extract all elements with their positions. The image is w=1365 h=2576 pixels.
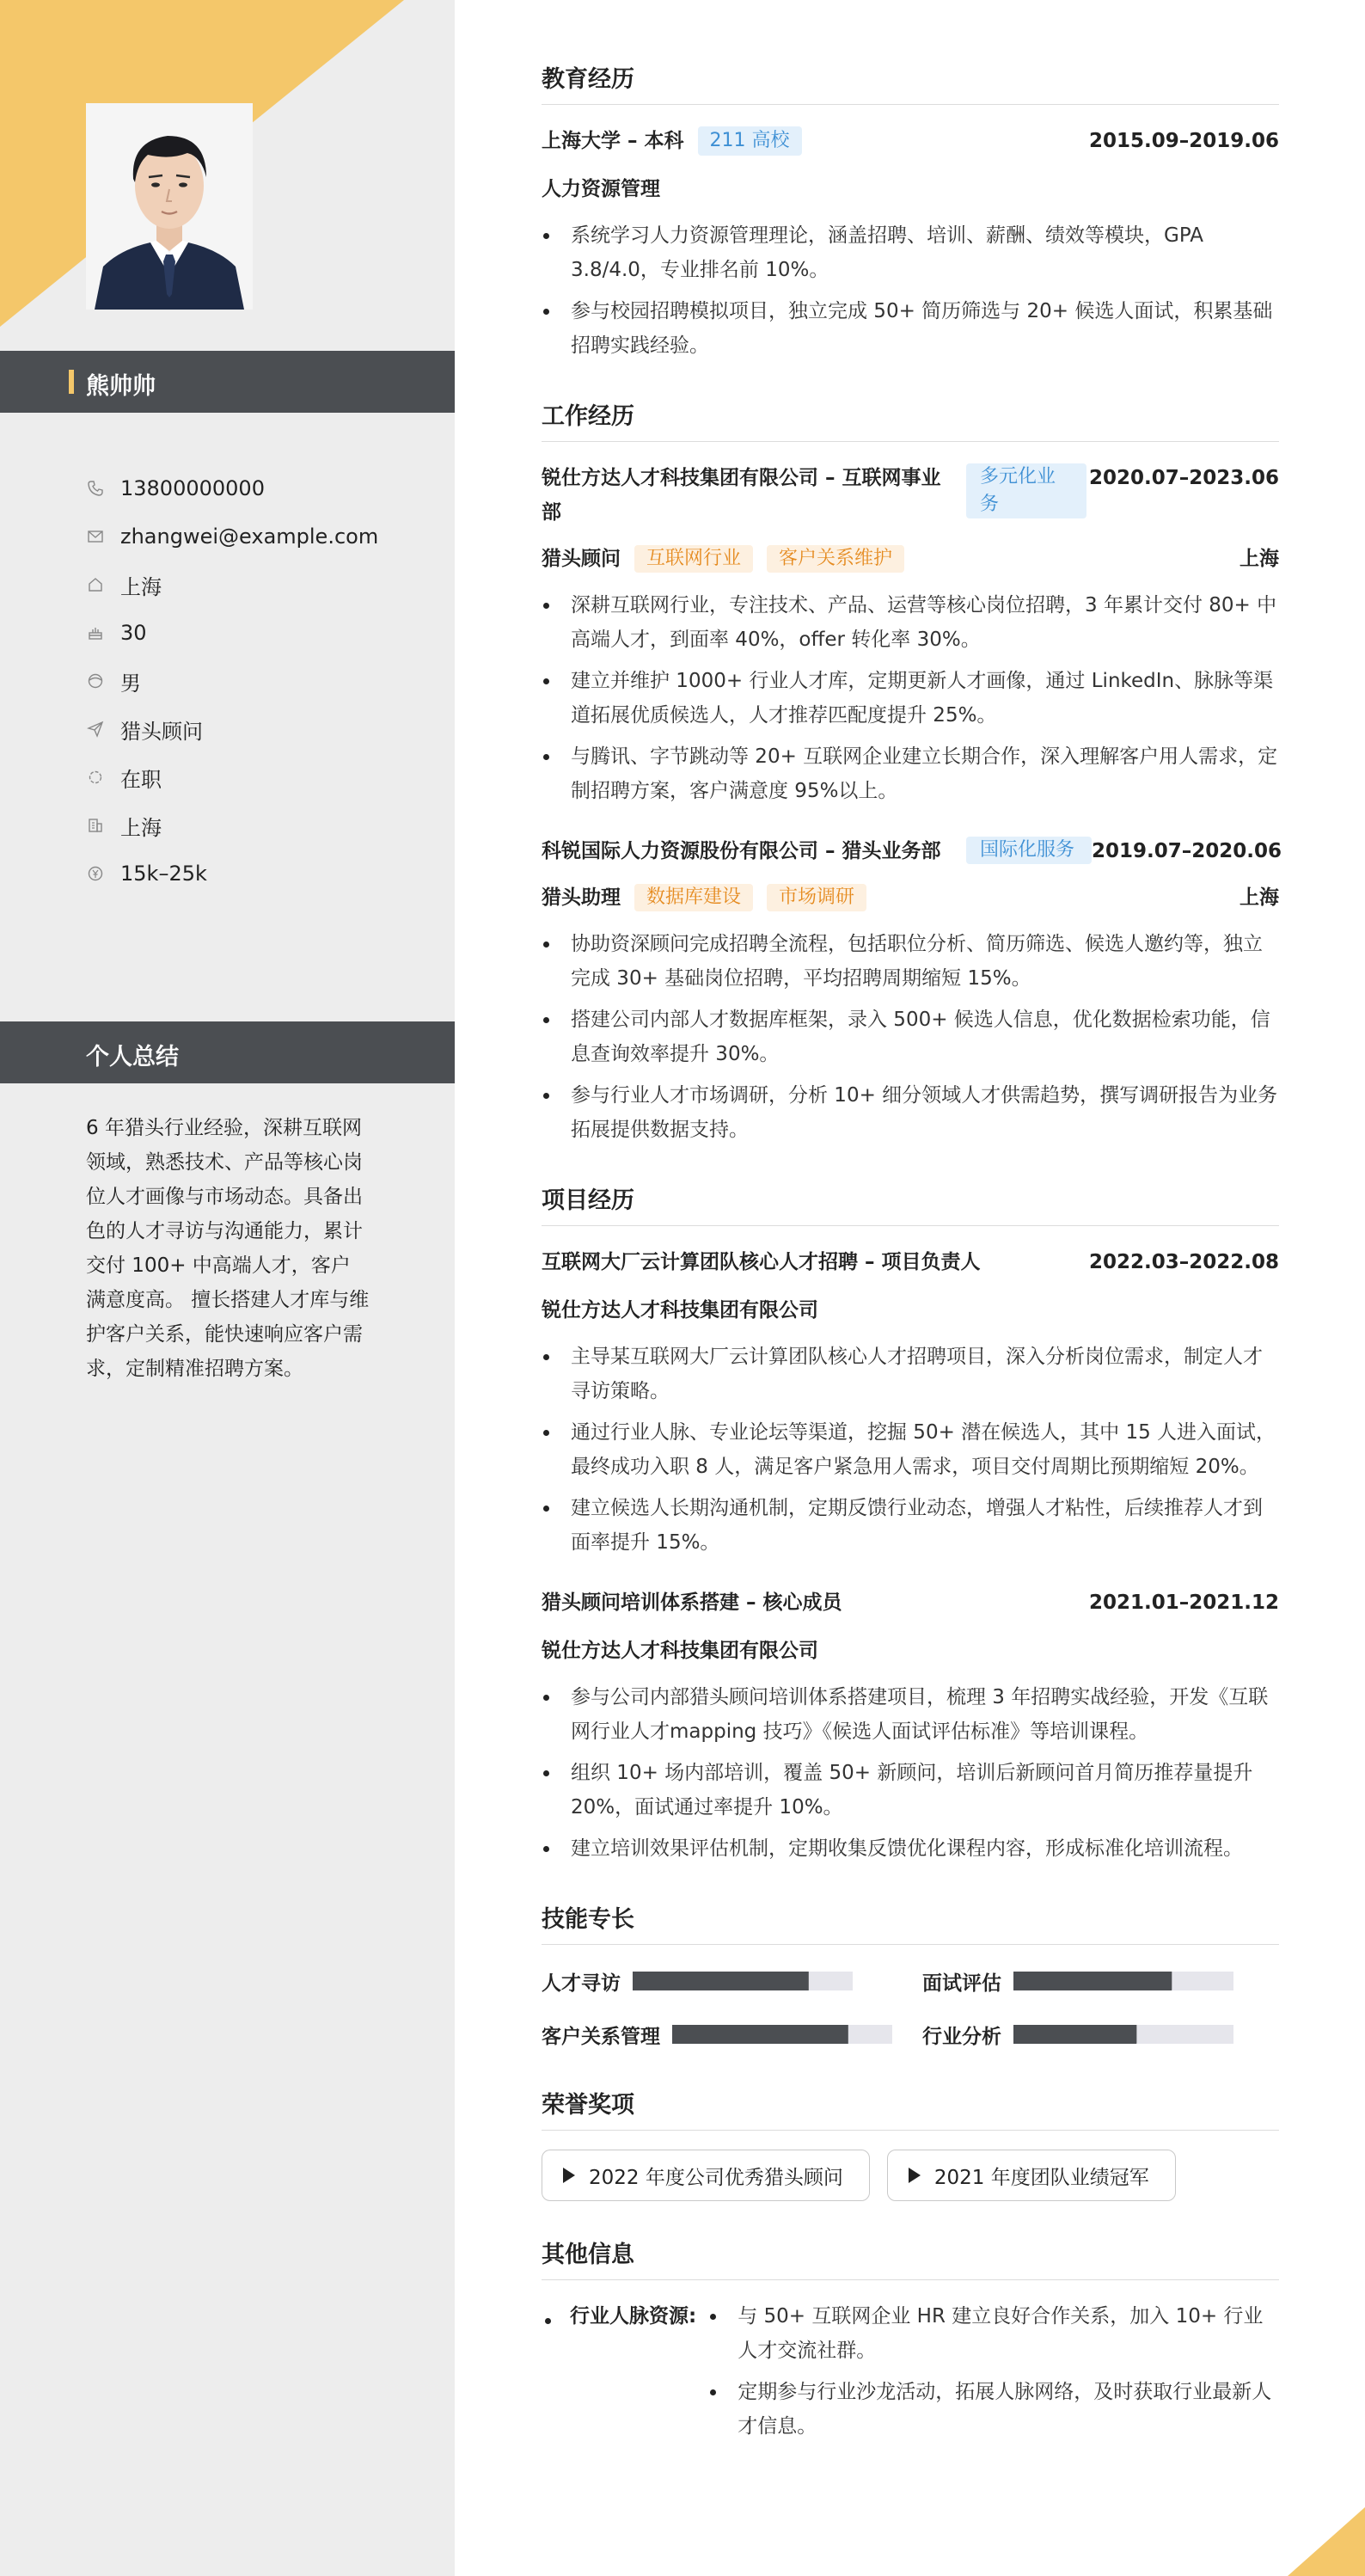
avatar <box>86 103 253 310</box>
project-name: 互联网大厂云计算团队核心人才招聘 – 项目负责人 <box>542 1251 981 1273</box>
skill-item <box>922 2017 1279 2052</box>
awards-section <box>542 2086 1279 2201</box>
list-item: 与腾讯、字节跳动等 20+ 互联网企业建立长期合作，深入理解客户用人需求，定制招聘方案，客户满意度 95%以上。 <box>542 739 1279 808</box>
contact-text: 猎头顾问 <box>120 719 203 744</box>
list-item: 参与行业人才市场调研，分析 10+ 细分领域人才供需趋势，撰写调研报告为业务拓展提供数据支持。 <box>542 1078 1279 1147</box>
building-icon <box>86 816 105 835</box>
project-company: 锐仕方达人才科技集团有限公司 <box>542 1299 818 1322</box>
project-date: 2022.03–2022.08 <box>1088 1251 1279 1273</box>
contact-age <box>86 609 447 657</box>
other-section <box>542 2236 1279 2450</box>
sidebar <box>0 0 455 2576</box>
skill-bar <box>1013 2025 1233 2044</box>
section-title: 技能专长 <box>542 1900 1279 1945</box>
job-city: 上海 <box>1240 548 1279 570</box>
list-item: 协助资深顾问完成招聘全流程，包括职位分析、简历筛选、候选人邀约等，独立完成 30+ 基础岗位招聘，平均招聘周期缩短 15%。 <box>542 927 1279 996</box>
list-item: 与 50+ 互联网企业 HR 建立良好合作关系，加入 10+ 行业人才交流社群。 <box>708 2299 1279 2368</box>
gender-icon <box>86 672 105 690</box>
contact-text: 男 <box>120 671 141 696</box>
play-triangle-icon <box>563 2168 575 2183</box>
job-date: 2020.07–2023.06 <box>1088 467 1279 489</box>
company-name: 锐仕方达人才科技集团有限公司 – 互联网事业部 <box>542 467 941 524</box>
school-name: 上海大学 – 本科 <box>542 130 684 152</box>
list-item: 建立培训效果评估机制，定期收集反馈优化课程内容，形成标准化培训流程。 <box>542 1831 1279 1866</box>
skill-item <box>542 1964 922 1998</box>
company-tag: 多元化业务 <box>966 463 1086 518</box>
other-label: 行业人脉资源: <box>570 2305 697 2328</box>
section-title: 其他信息 <box>542 2236 1279 2280</box>
list-item: 建立并维护 1000+ 行业人才库，定期更新人才画像，通过 LinkedIn、脉脉等渠道拓展优质候选人，人才推荐匹配度提升 25%。 <box>542 664 1279 733</box>
job-entry <box>542 461 1279 808</box>
name-accent <box>69 370 74 394</box>
award-chip <box>542 2150 870 2201</box>
name-bar <box>0 351 455 413</box>
home-icon <box>86 575 105 594</box>
contact-status <box>86 753 447 801</box>
portrait-image <box>86 103 253 310</box>
skill-name: 行业分析 <box>922 2025 1001 2048</box>
job-role: 猎头顾问 <box>542 548 621 570</box>
job-entry <box>542 834 1282 1147</box>
education-major: 人力资源管理 <box>542 178 660 200</box>
contact-list <box>86 464 447 898</box>
skill-fill <box>672 2025 848 2044</box>
main-content <box>542 60 1282 2485</box>
contact-text: 在职 <box>120 767 162 792</box>
job-date: 2019.07–2020.06 <box>1092 840 1282 862</box>
skill-fill <box>1013 1972 1172 1990</box>
contact-position <box>86 705 447 753</box>
play-triangle-icon <box>909 2168 921 2183</box>
job-role-row <box>542 542 1279 576</box>
job-tag: 客户关系维护 <box>767 545 904 573</box>
bullet-dot <box>545 2318 551 2324</box>
education-entry <box>542 124 1279 363</box>
award-text: 2021 年度团队业绩冠军 <box>933 2166 1149 2189</box>
skill-item <box>922 1964 1279 1998</box>
job-role-row <box>542 880 1279 915</box>
contact-phone <box>86 464 447 512</box>
list-item: 深耕互联网行业，专注技术、产品、运营等核心岗位招聘，3 年累计交付 80+ 中高端人才，到面率 40%，offer 转化率 30%。 <box>542 588 1279 657</box>
skill-item <box>542 2017 922 2052</box>
project-header <box>542 1585 1279 1620</box>
skill-name: 面试评估 <box>922 1972 1001 1995</box>
award-chip <box>887 2150 1176 2201</box>
skill-bar <box>633 1972 853 1990</box>
skills-grid <box>542 1964 1279 2052</box>
project-date: 2021.01–2021.12 <box>1088 1592 1279 1614</box>
send-icon <box>86 720 105 739</box>
project-header <box>542 1245 1279 1279</box>
list-item: 通过行业人脉、专业论坛等渠道，挖掘 50+ 潜在候选人，其中 15 人进入面试，最终成功入职 8 人，满足客户紧急用人需求，项目交付周期比预期缩短 20%。 <box>542 1415 1279 1484</box>
list-item: 定期参与行业沙龙活动，拓展人脉网络，及时获取行业最新人才信息。 <box>708 2375 1279 2444</box>
salary-icon <box>86 864 105 883</box>
project-name: 猎头顾问培训体系搭建 – 核心成员 <box>542 1592 842 1614</box>
decorative-corner <box>1288 2507 1365 2576</box>
award-text: 2022 年度公司优秀猎头顾问 <box>589 2166 843 2189</box>
contact-text: 15k–25k <box>120 862 207 886</box>
job-bullets <box>542 927 1279 1147</box>
section-title: 项目经历 <box>542 1181 1279 1226</box>
list-item: 参与公司内部猎头顾问培训体系搭建项目，梳理 3 年招聘实战经验，开发《互联网行业人才mapping 技巧》《候选人面试评估标准》等培训课程。 <box>542 1680 1279 1749</box>
work-section <box>542 397 1282 1147</box>
section-title: 教育经历 <box>542 60 1279 105</box>
mail-icon <box>86 527 105 546</box>
cake-icon <box>86 623 105 642</box>
education-bullets <box>542 218 1279 363</box>
education-date: 2015.09–2019.06 <box>1088 130 1279 152</box>
education-section <box>542 60 1279 363</box>
job-bullets <box>542 588 1279 808</box>
project-bullets <box>542 1680 1279 1866</box>
list-item: 组织 10+ 场内部培训，覆盖 50+ 新顾问，培训后新顾问首月简历推荐量提升 20%，面试通过率提升 10%。 <box>542 1756 1279 1825</box>
company-tag: 国际化服务 <box>966 837 1092 864</box>
list-item: 系统学习人力资源管理理论，涵盖招聘、培训、薪酬、绩效等模块，GPA 3.8/4.0，专业排名前 10%。 <box>542 218 1279 287</box>
skills-section <box>542 1900 1279 2052</box>
list-item: 搭建公司内部人才数据库框架，录入 500+ 候选人信息，优化数据检索功能，信息查询效率提升 30%。 <box>542 1003 1279 1071</box>
job-city: 上海 <box>1240 886 1279 909</box>
project-bullets <box>542 1340 1279 1560</box>
phone-icon <box>86 479 105 498</box>
contact-city <box>86 561 447 609</box>
contact-text: 上海 <box>120 815 162 840</box>
section-title: 荣誉奖项 <box>542 2086 1279 2131</box>
contact-text: 30 <box>120 621 147 645</box>
skill-name: 人才寻访 <box>542 1972 621 1995</box>
skill-name: 客户关系管理 <box>542 2025 660 2048</box>
skill-fill <box>1013 2025 1136 2044</box>
awards-list <box>542 2150 1279 2201</box>
skill-bar <box>1013 1972 1233 1990</box>
contact-location <box>86 801 447 849</box>
contact-gender <box>86 657 447 705</box>
job-header <box>542 461 1279 530</box>
summary-bar <box>0 1021 455 1083</box>
project-entry <box>542 1585 1279 1866</box>
other-bullets <box>708 2299 1279 2450</box>
education-header <box>542 124 1279 158</box>
skill-fill <box>633 1972 809 1990</box>
list-item: 主导某互联网大厂云计算团队核心人才招聘项目，深入分析岗位需求，制定人才寻访策略。 <box>542 1340 1279 1408</box>
contact-email <box>86 512 447 561</box>
job-tag: 互联网行业 <box>634 545 753 573</box>
job-tag: 市场调研 <box>767 884 866 911</box>
contact-text: 13800000000 <box>120 476 265 500</box>
school-tag: 211 高校 <box>698 126 802 156</box>
project-entry <box>542 1245 1279 1560</box>
list-item: 参与校园招聘模拟项目，独立完成 50+ 简历筛选与 20+ 候选人面试，积累基础招聘实践经验。 <box>542 294 1279 363</box>
status-icon <box>86 768 105 787</box>
job-header <box>542 834 1282 868</box>
person-name: 熊帅帅 <box>86 373 156 400</box>
projects-section <box>542 1181 1279 1866</box>
skill-bar <box>672 2025 892 2044</box>
summary-text: 6 年猎头行业经验，深耕互联网领域，熟悉技术、产品等核心岗位人才画像与市场动态。具备出色的人才寻访与沟通能力，累计交付 100+ 中高端人才，客户满意度高。 擅长搭建人才库与维护客户关系，能快速响应客户需求，定制精准招聘方案。 <box>86 1117 370 1380</box>
project-company: 锐仕方达人才科技集团有限公司 <box>542 1640 818 1662</box>
job-role: 猎头助理 <box>542 886 621 909</box>
job-tag: 数据库建设 <box>634 884 753 911</box>
contact-text: zhangwei@example.com <box>120 524 379 549</box>
company-name: 科锐国际人力资源股份有限公司 – 猎头业务部 <box>542 840 941 862</box>
contact-salary <box>86 849 447 898</box>
other-item <box>542 2299 1279 2450</box>
contact-text: 上海 <box>120 574 162 599</box>
list-item: 建立候选人长期沟通机制，定期反馈行业动态，增强人才粘性，后续推荐人才到面率提升 15%。 <box>542 1491 1279 1560</box>
summary-title: 个人总结 <box>86 1044 179 1070</box>
section-title: 工作经历 <box>542 397 1279 442</box>
